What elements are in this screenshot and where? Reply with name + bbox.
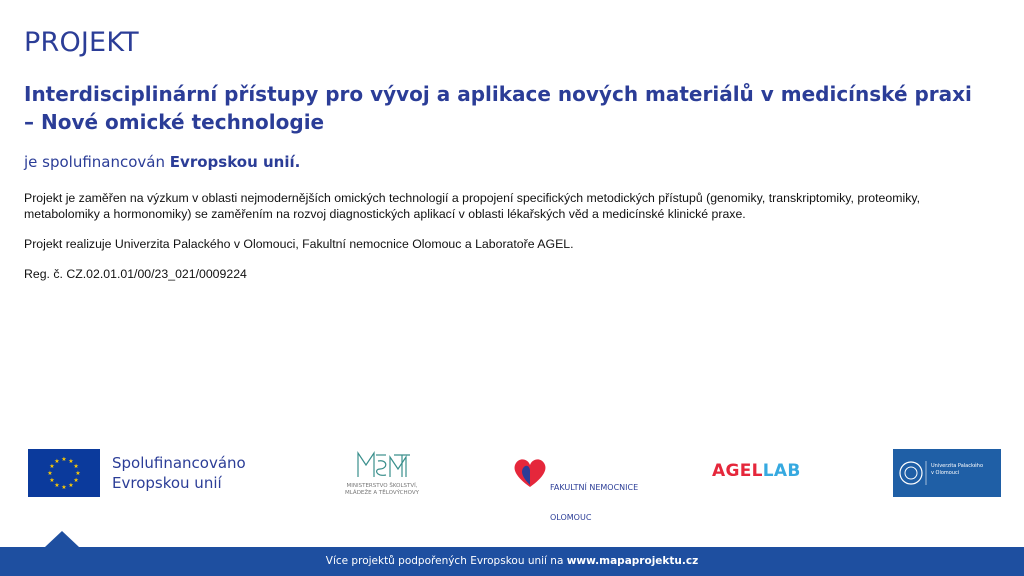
msmt-caption	[328, 483, 436, 497]
fno-line-2: OLOMOUC	[550, 513, 592, 522]
footer-text	[0, 555, 1024, 567]
msmt-logo	[328, 447, 436, 503]
eu-star: ★	[54, 457, 60, 465]
upol-line-2: v Olomouci	[931, 470, 960, 476]
footer-notch	[45, 531, 79, 547]
upol-logo	[893, 449, 1001, 497]
eu-star: ★	[73, 477, 79, 484]
eu-line-1: Spolufinancováno	[112, 454, 246, 472]
msmt-caption-line-2: MLÁDEŽE A TĚLOVÝCHOVY	[345, 490, 419, 496]
eu-flag-icon	[28, 449, 100, 497]
footer-link[interactable]: www.mapaprojektu.cz	[566, 555, 699, 567]
eu-cofinanced-text	[112, 453, 246, 493]
footer-bar	[0, 547, 1024, 576]
registration-number: Reg. č. CZ.02.01.01/00/23_021/0009224	[24, 267, 247, 281]
project-title: Interdisciplinární přístupy pro vývoj a aplikace nových materiálů v medicínské praxi – Nové omické technologie	[24, 82, 972, 134]
partner-logos	[0, 445, 1024, 522]
description-paragraph-2: Projekt realizuje Univerzita Palackého v Olomouci, Fakultní nemocnice Olomouc a Laboratoře AGEL.	[24, 237, 574, 251]
eu-star: ★	[49, 477, 55, 484]
upol-text	[931, 463, 983, 477]
eu-star: ★	[54, 482, 60, 490]
heart-icon	[512, 455, 548, 491]
fno-logo	[512, 455, 662, 522]
fno-text	[550, 463, 638, 543]
eu-line-2: Evropskou unií	[112, 474, 222, 492]
agellab-logo	[712, 461, 801, 481]
fno-line-1: FAKULTNÍ NEMOCNICE	[550, 483, 639, 492]
eu-star: ★	[68, 457, 74, 465]
project-description	[24, 190, 974, 296]
eu-star: ★	[61, 456, 67, 463]
upol-line-1: Univerzita Palackého	[931, 463, 984, 469]
cofinanced-prefix: je spolufinancován	[24, 153, 166, 171]
eu-star: ★	[68, 482, 74, 490]
agel-text: AGEL	[712, 461, 763, 481]
eu-star: ★	[47, 470, 53, 477]
section-label: PROJEKT	[24, 27, 139, 58]
eu-star: ★	[75, 470, 81, 477]
msmt-caption-line-1: MINISTERSTVO ŠKOLSTVÍ,	[346, 483, 418, 489]
cofinanced-bold: Evropskou unií.	[169, 153, 301, 171]
eu-star: ★	[61, 484, 67, 491]
eu-star: ★	[49, 463, 55, 470]
msmt-monogram-icon	[328, 447, 436, 483]
lab-text: LAB	[762, 461, 801, 481]
cofinanced-statement	[24, 153, 300, 171]
upol-emblem-icon	[893, 449, 929, 497]
eu-star: ★	[73, 463, 79, 470]
footer-prefix: Více projektů podpořených Evropskou unií na	[325, 555, 564, 567]
description-paragraph-1: Projekt je zaměřen na výzkum v oblasti nejmodernějších omických technologií a propojení specifických metodických přístupů (genomiky, transkriptomiky, proteomiky, metabolomiky a hormonomiky) se zaměřením na rozvoj diagnostických aplikací v oblasti lékařských věd a medicínské klinické praxe.	[24, 191, 920, 221]
